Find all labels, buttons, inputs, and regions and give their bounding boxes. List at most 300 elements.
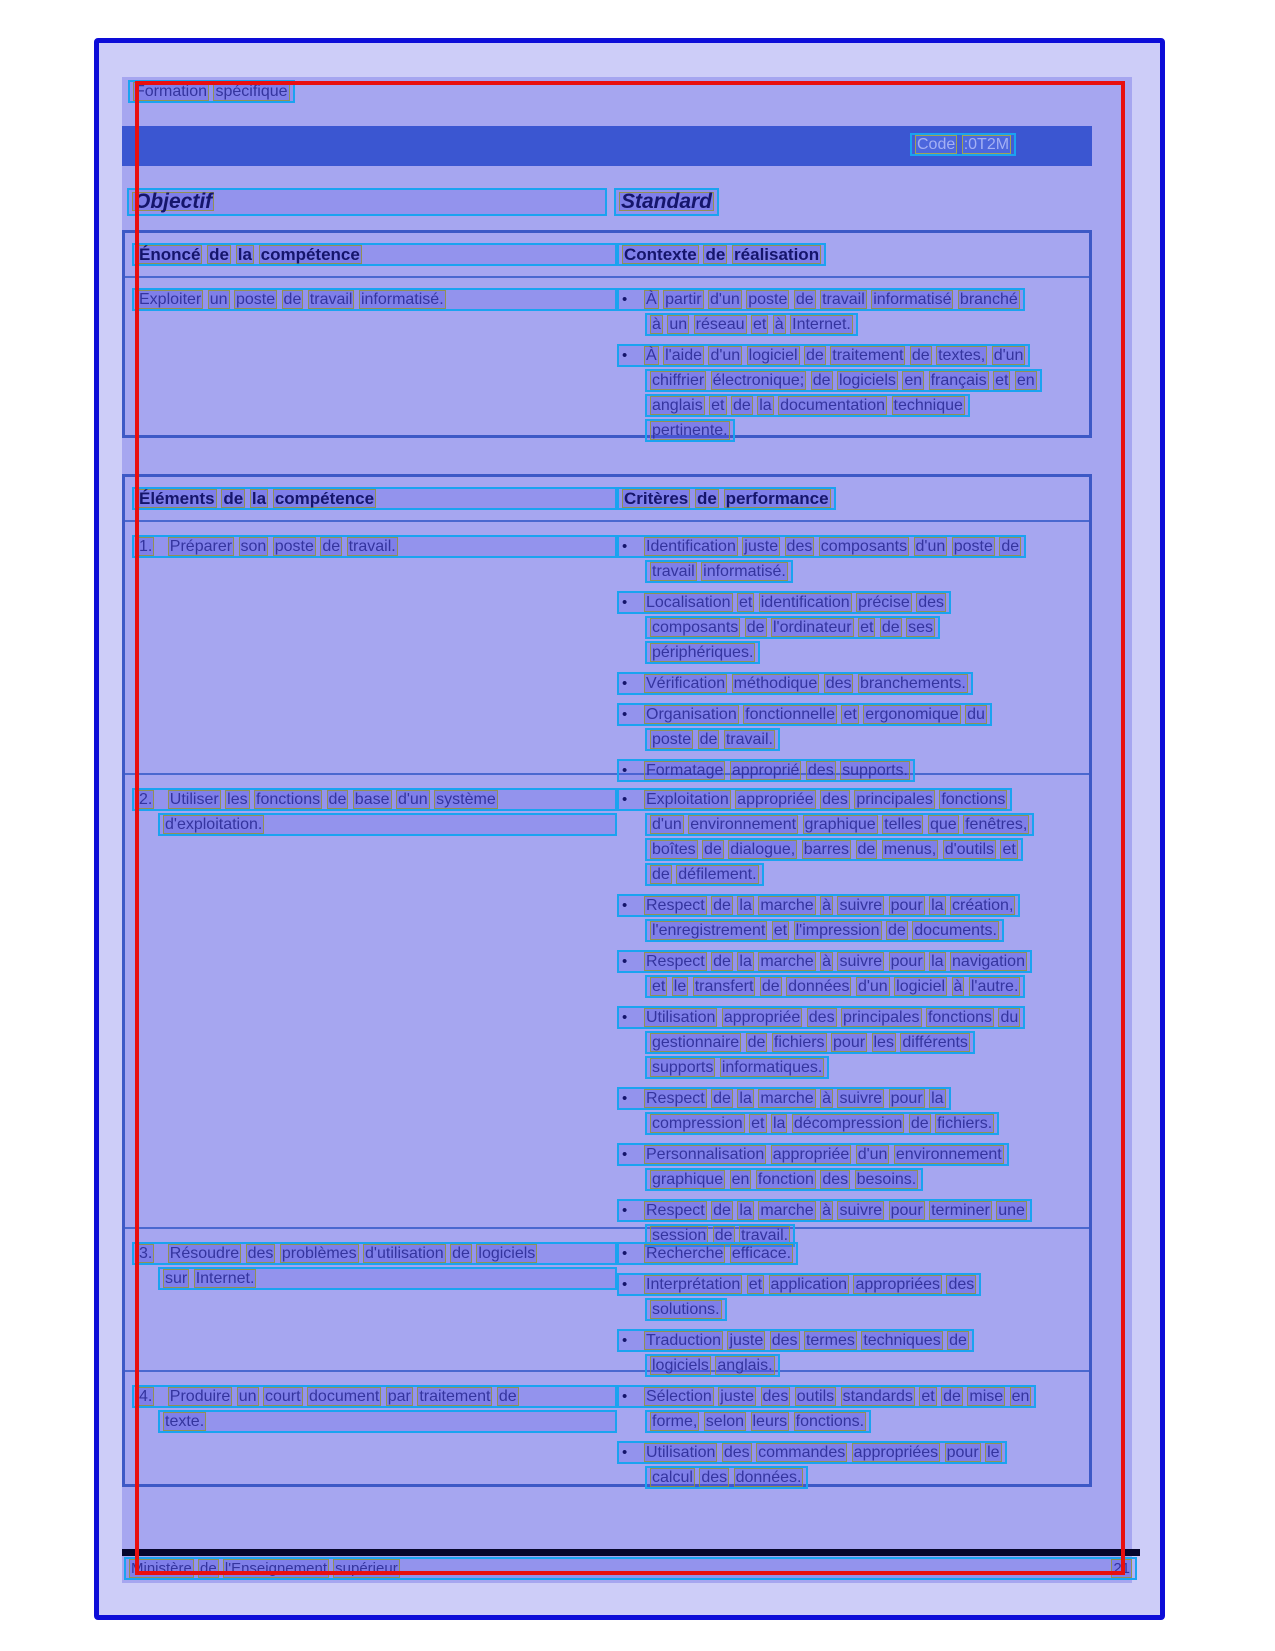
text-line (617, 288, 1085, 313)
word-highlight: juste (720, 1388, 755, 1405)
word-highlight: travail. (725, 731, 773, 748)
line-highlight (617, 1329, 974, 1352)
footer-rule (122, 1549, 1140, 1556)
line-highlight (158, 1410, 617, 1433)
word-highlight: terminer (931, 1202, 990, 1219)
competence-cell (125, 535, 617, 773)
word-highlight: son (240, 538, 267, 555)
word-highlight: de (732, 397, 751, 414)
word-highlight: suivre (839, 1090, 883, 1107)
word-highlight: fonctions (256, 791, 321, 808)
word-highlight: d'un (857, 1146, 888, 1163)
word-highlight: :0T2M (963, 136, 1010, 153)
line-highlight (645, 560, 793, 583)
header-cell-enonce (125, 243, 617, 266)
criteria-cell (617, 535, 1089, 779)
line-highlight (645, 1056, 829, 1079)
word-highlight: sur (165, 1270, 188, 1287)
table-elements-criteres (122, 474, 1092, 1487)
criteria-cell (617, 288, 1089, 450)
text-line (617, 394, 1085, 419)
word-highlight: informatisé. (703, 563, 786, 580)
bullet-dot: • (622, 538, 628, 555)
line-highlight (645, 975, 1025, 998)
bullet-item (617, 1087, 1085, 1137)
word-highlight: Exploiter (139, 291, 202, 308)
word-highlight: logiciel (748, 347, 798, 364)
bullet-item (617, 1143, 1085, 1193)
word-highlight: compression (652, 1115, 743, 1132)
word-highlight: Résoudre (169, 1245, 240, 1262)
word-highlight: les (873, 1034, 894, 1051)
word-highlight: Énoncé (139, 245, 201, 264)
text-line (617, 1143, 1085, 1168)
line-highlight (645, 919, 1004, 942)
word-highlight: de (949, 1332, 967, 1349)
table-row (125, 1227, 1089, 1374)
word-highlight: Ministère (131, 1560, 192, 1577)
word-highlight: travail (822, 291, 865, 308)
word-highlight: pertinente. (652, 422, 728, 439)
word-highlight: le (987, 1444, 1000, 1461)
word-highlight: de (328, 791, 347, 808)
word-highlight: des (918, 594, 944, 611)
column-header (617, 243, 826, 266)
word-highlight: l'impression (795, 922, 880, 939)
word-highlight: partir (665, 291, 702, 308)
word-highlight: menus, (883, 841, 937, 858)
word-highlight: en (731, 1171, 750, 1188)
word-highlight: à (822, 897, 832, 914)
word-highlight: des (948, 1276, 975, 1293)
word-highlight: textes, (938, 347, 986, 364)
word-highlight: et (748, 1276, 763, 1293)
word-highlight: compétence (260, 245, 360, 264)
line-highlight (645, 1298, 727, 1321)
text-line (617, 1031, 1085, 1056)
word-highlight: marche (760, 953, 814, 970)
word-highlight: dialogue, (730, 841, 796, 858)
word-highlight: et (843, 706, 857, 723)
text-line (617, 369, 1085, 394)
table-row (125, 773, 1089, 1244)
word-highlight: à (822, 1090, 832, 1107)
word-highlight: graphique (652, 1171, 724, 1188)
word-highlight: Sélection (646, 1388, 712, 1405)
text-line (132, 813, 617, 838)
word-highlight: juste (744, 538, 779, 555)
line-highlight (132, 788, 617, 811)
bullet-item (617, 759, 1085, 784)
table-row (125, 278, 1089, 450)
word-highlight: du (1000, 1009, 1019, 1026)
word-highlight: poste (235, 291, 276, 308)
line-highlight (645, 863, 764, 886)
word-highlight: appropriée (772, 1146, 850, 1163)
footer-line-highlight (124, 1557, 1137, 1580)
word-highlight: de (322, 538, 341, 555)
word-highlight: document (309, 1388, 380, 1405)
word-highlight: Utilisation (646, 1009, 716, 1026)
word-highlight: Code (917, 136, 956, 153)
word-highlight: de (699, 731, 718, 748)
word-highlight: gestionnaire (652, 1034, 740, 1051)
text-line (617, 616, 1085, 641)
text-line (617, 894, 1085, 919)
word-highlight: du (967, 706, 985, 723)
word-highlight: la (772, 1115, 786, 1132)
word-highlight: marche (760, 1202, 814, 1219)
word-highlight: logiciels (652, 1357, 709, 1374)
text-line (132, 1385, 617, 1410)
bullet-item (617, 1385, 1085, 1435)
word-highlight: anglais (652, 397, 703, 414)
bullet-item (617, 1329, 1085, 1379)
word-highlight: des (723, 1444, 750, 1461)
line-highlight (645, 313, 858, 336)
line-highlight (617, 703, 992, 726)
footer-row (124, 1557, 1137, 1582)
word-highlight: de (713, 897, 731, 914)
line-highlight (645, 1354, 780, 1377)
word-highlight: et (752, 316, 767, 333)
bullet-dot: • (622, 706, 628, 723)
word-highlight: travail (652, 563, 695, 580)
word-highlight: des (771, 1332, 798, 1349)
word-highlight: en (1016, 372, 1035, 389)
word-highlight: la (739, 953, 752, 970)
line-highlight (617, 1006, 1025, 1029)
bullet-item (617, 288, 1085, 338)
word-highlight: calcul (652, 1469, 693, 1486)
word-highlight: des (825, 675, 852, 692)
word-highlight: anglais. (717, 1357, 773, 1374)
objectif-heading-row (127, 188, 607, 213)
text-line (617, 703, 1085, 728)
word-highlight: à (652, 316, 661, 333)
word-highlight: d'utilisation (365, 1245, 444, 1262)
word-highlight: barres (803, 841, 850, 858)
bullet-dot: • (622, 762, 628, 779)
word-highlight: d'outils (944, 841, 994, 858)
word-highlight: termes (805, 1332, 855, 1349)
code-field (910, 133, 1016, 156)
word-highlight: suivre (839, 897, 883, 914)
word-highlight: fonctions (941, 791, 1006, 808)
bullet-dot: • (622, 897, 628, 914)
competence-cell (125, 788, 617, 1227)
word-highlight: les (227, 791, 248, 808)
table-header-row (125, 233, 1089, 278)
word-highlight: de (209, 245, 229, 264)
word-highlight: mise (969, 1388, 1004, 1405)
word-highlight: principales (843, 1009, 920, 1026)
word-highlight: 21 (1113, 1560, 1130, 1577)
word-highlight: logiciels (478, 1245, 536, 1262)
word-highlight: Contexte (624, 245, 697, 264)
footer-ministry (129, 1559, 400, 1578)
word-highlight: et (995, 372, 1009, 389)
word-highlight: de (713, 1090, 731, 1107)
text-line (617, 1168, 1085, 1193)
bullet-item (617, 1006, 1085, 1081)
line-highlight (132, 1385, 617, 1408)
word-highlight: de (1001, 538, 1020, 555)
word-highlight: navigation (952, 953, 1025, 970)
standard-heading (614, 188, 719, 216)
text-line (617, 591, 1085, 616)
word-highlight: la (931, 953, 944, 970)
word-highlight: Identification (646, 538, 736, 555)
code-line-highlight (910, 133, 1016, 156)
word-highlight: de (943, 1388, 961, 1405)
word-highlight: spécifique (215, 83, 288, 100)
bullet-item (617, 703, 1085, 753)
word-highlight: fonctions (927, 1009, 992, 1026)
word-highlight: de (498, 1388, 517, 1405)
word-highlight: À (646, 347, 657, 364)
title-bar (122, 126, 1092, 166)
text-line (132, 288, 617, 313)
bullet-dot: • (622, 291, 628, 308)
text-line (617, 1329, 1085, 1354)
line-highlight (617, 344, 1030, 367)
bullet-dot: • (622, 1444, 628, 1461)
word-highlight: de (714, 1227, 733, 1244)
word-highlight: Produire (169, 1388, 231, 1405)
word-highlight: supports. (842, 762, 908, 779)
word-highlight: d'un (993, 347, 1024, 364)
item-number: 3. (139, 1245, 153, 1262)
line-highlight (617, 1199, 1032, 1222)
word-highlight: de (747, 1034, 766, 1051)
criteria-cell (617, 788, 1089, 1244)
text-line (617, 759, 1085, 784)
bullet-dot: • (622, 791, 628, 808)
word-highlight: Éléments (139, 489, 215, 508)
text-line (617, 1199, 1085, 1224)
line-highlight (617, 1441, 1007, 1464)
word-highlight: environnement (690, 816, 797, 833)
word-highlight: commandes (758, 1444, 846, 1461)
word-highlight: solutions. (652, 1301, 720, 1318)
standard-heading-row (614, 188, 719, 213)
word-highlight: de (746, 619, 765, 636)
line-highlight (158, 1267, 617, 1290)
text-line (617, 919, 1085, 944)
text-line (617, 1354, 1085, 1379)
word-highlight: que (929, 816, 957, 833)
header-cell-contexte (617, 243, 1089, 266)
word-highlight: besoins. (856, 1171, 917, 1188)
word-highlight: outils (796, 1388, 835, 1405)
word-highlight: supérieur (335, 1560, 398, 1577)
word-highlight: pour (890, 897, 923, 914)
bullet-item (617, 672, 1085, 697)
line-highlight (617, 759, 915, 782)
word-highlight: court (264, 1388, 301, 1405)
line-highlight (645, 1112, 999, 1135)
word-highlight: traitement (419, 1388, 491, 1405)
word-highlight: branchements. (859, 675, 966, 692)
criteria-cell (617, 1242, 1089, 1374)
word-highlight: de (806, 347, 824, 364)
word-highlight: Personnalisation (646, 1146, 765, 1163)
line-highlight (617, 894, 1020, 917)
word-highlight: Internet. (792, 316, 851, 333)
word-highlight: des (808, 1009, 835, 1026)
word-highlight: poste (953, 538, 993, 555)
word-highlight: de (283, 291, 302, 308)
text-line (132, 1410, 617, 1435)
word-highlight: un (669, 316, 688, 333)
word-highlight: principales (856, 791, 933, 808)
bullet-dot: • (622, 1276, 628, 1293)
line-highlight (617, 535, 1026, 558)
word-highlight: des (807, 762, 834, 779)
word-highlight: en (904, 372, 923, 389)
word-highlight: ses (908, 619, 934, 636)
bullet-dot: • (622, 1332, 628, 1349)
text-line (617, 1087, 1085, 1112)
word-highlight: session (652, 1227, 707, 1244)
objectif-heading (127, 188, 607, 216)
word-highlight: techniques (863, 1332, 941, 1349)
word-highlight: documents. (914, 922, 997, 939)
word-highlight: travail. (740, 1227, 789, 1244)
word-highlight: composants (652, 619, 739, 636)
text-line (132, 1242, 617, 1267)
bullet-dot: • (622, 1202, 628, 1219)
word-highlight: de (910, 1115, 929, 1132)
text-line (617, 950, 1085, 975)
word-highlight: réalisation (734, 245, 820, 264)
code-value (962, 136, 1011, 153)
word-highlight: identification (760, 594, 850, 611)
word-highlight: et (860, 619, 874, 636)
text-line (617, 1273, 1085, 1298)
line-highlight (617, 1385, 1036, 1408)
line-highlight (645, 1031, 975, 1054)
word-highlight: fonction (757, 1171, 814, 1188)
word-highlight: travail. (348, 538, 396, 555)
word-highlight: décompression (793, 1115, 903, 1132)
word-highlight: la (739, 1090, 752, 1107)
word-highlight: à (774, 316, 784, 333)
word-highlight: Formation (135, 83, 208, 100)
text-line (617, 1410, 1085, 1435)
word-highlight: pour (890, 1202, 923, 1219)
word-highlight: appropriée (737, 791, 814, 808)
word-highlight: telles (884, 816, 922, 833)
word-highlight: À (646, 291, 657, 308)
line-highlight (645, 1410, 871, 1433)
word-highlight: un (238, 1388, 257, 1405)
line-highlight (132, 1242, 617, 1265)
word-highlight: de (857, 841, 876, 858)
line-highlight (645, 1168, 923, 1191)
word-highlight: de (223, 489, 244, 508)
bullet-dot: • (622, 347, 628, 364)
bullet-dot: • (622, 1009, 628, 1026)
line-highlight (617, 788, 1012, 811)
line-highlight (645, 369, 1042, 392)
word-highlight: électronique; (712, 372, 805, 389)
word-highlight: Exploitation (646, 791, 729, 808)
word-highlight: Utiliser (169, 791, 219, 808)
word-highlight: de (795, 291, 814, 308)
word-highlight: efficace. (731, 1245, 792, 1262)
text-line (617, 1112, 1085, 1137)
word-highlight: l'enregistrement (652, 922, 766, 939)
word-highlight: boîtes (652, 841, 696, 858)
word-highlight: de (652, 866, 670, 883)
table-row (125, 1370, 1089, 1497)
word-highlight: Formatage (646, 762, 724, 779)
word-highlight: Localisation (646, 594, 731, 611)
word-highlight: documentation (780, 397, 886, 414)
word-highlight: Standard (621, 190, 713, 213)
word-highlight: précise (858, 594, 910, 611)
text-line (617, 788, 1085, 813)
word-highlight: et (751, 1115, 765, 1132)
bullet-dot: • (622, 1245, 628, 1262)
word-highlight: ergonomique (865, 706, 959, 723)
bullet-dot: • (622, 953, 628, 970)
word-highlight: Vérification (646, 675, 726, 692)
word-highlight: performance (725, 489, 829, 508)
word-highlight: en (1011, 1388, 1030, 1405)
word-highlight: approprié (731, 762, 800, 779)
word-highlight: et (711, 397, 725, 414)
word-highlight: la (739, 897, 752, 914)
bullet-item (617, 344, 1085, 444)
word-highlight: des (701, 1469, 728, 1486)
word-highlight: par (387, 1388, 411, 1405)
word-highlight: français (930, 372, 987, 389)
bullet-item (617, 535, 1085, 585)
text-line (617, 1242, 1085, 1267)
word-highlight: graphique (804, 816, 876, 833)
bullet-dot: • (622, 1146, 628, 1163)
word-highlight: une (998, 1202, 1025, 1219)
line-highlight (617, 288, 1025, 311)
line-highlight (132, 288, 617, 311)
text-line (617, 419, 1085, 444)
text-line (617, 1441, 1085, 1466)
line-highlight (617, 1087, 951, 1110)
word-highlight: et (773, 922, 788, 939)
word-highlight: d'un (915, 538, 946, 555)
word-highlight: la (931, 1090, 944, 1107)
word-highlight: de (705, 245, 726, 264)
word-highlight: supports (652, 1059, 714, 1076)
word-highlight: et (652, 978, 666, 995)
header-cell-criteres (617, 487, 1089, 510)
text-line (132, 535, 617, 560)
word-highlight: standards (842, 1388, 913, 1405)
text-line (617, 1466, 1085, 1491)
table-enonce-contexte (122, 230, 1092, 438)
line-highlight (645, 641, 760, 664)
word-highlight: Recherche (646, 1245, 724, 1262)
item-number: 1. (139, 538, 153, 555)
text-line (132, 788, 617, 813)
word-highlight: et (921, 1388, 935, 1405)
bullet-item (617, 1273, 1085, 1323)
word-highlight: marche (760, 897, 814, 914)
word-highlight: logiciel (896, 978, 946, 995)
